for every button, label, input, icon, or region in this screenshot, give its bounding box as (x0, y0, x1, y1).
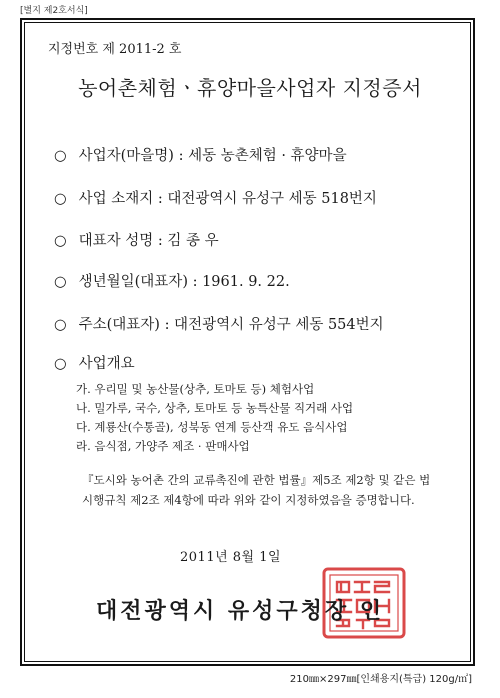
field-business-name (54, 144, 347, 165)
certificate-number: 지정번호 제 2011-2 호 (48, 42, 182, 57)
field-representative-name (54, 229, 219, 250)
list-item: 라. 음식점, 가양주 제조 · 판매사업 (76, 439, 250, 453)
business-items-list (76, 380, 353, 456)
field-text: 대표자 성명 : 김 종 우 (78, 233, 219, 249)
field-text: 생년월일(대표자) : 1961. 9. 22. (78, 274, 290, 290)
statement-line: 『도시와 농어촌 간의 교류촉진에 관한 법률』제5조 제2항 및 같은 법 (82, 473, 431, 487)
circle-bullet-icon: ○ (54, 356, 67, 372)
field-text: 사업 소재지 : 대전광역시 유성구 세동 518번지 (78, 191, 377, 207)
circle-bullet-icon: ○ (54, 317, 67, 333)
circle-bullet-icon: ○ (54, 274, 67, 290)
circle-bullet-icon: ○ (54, 191, 67, 207)
list-item: 나. 밀가루, 국수, 상추, 토마토 등 농특산물 직거래 사업 (76, 401, 354, 415)
circle-bullet-icon: ○ (54, 148, 67, 164)
field-text: 주소(대표자) : 대전광역시 유성구 세동 554번지 (78, 317, 384, 333)
field-birth-date (54, 270, 290, 291)
certification-statement (82, 470, 462, 510)
certificate-title: 농어촌체험ㆍ휴양마을사업자 지정증서 (78, 76, 422, 100)
paper-spec-note: 210㎜×297㎜[인쇄용지(특급) 120g/㎡] (289, 674, 472, 685)
issuer-signature-line: 대전광역시 유성구청장 인 (96, 599, 385, 624)
field-business-overview (54, 352, 135, 373)
list-item: 다. 계룡산(수통골), 성북동 연계 등산객 유도 음식사업 (76, 420, 348, 434)
issue-date: 2011년 8월 1일 (180, 550, 282, 565)
field-text: 사업자(마을명) : 세동 농촌체험 · 휴양마을 (78, 148, 347, 164)
statement-line: 시행규칙 제2조 제4항에 따라 위와 같이 지정하였음을 증명합니다. (82, 493, 415, 507)
form-number-label: [별지 제2호서식] (20, 6, 88, 16)
field-representative-address (54, 313, 384, 334)
list-item: 가. 우리밀 및 농산물(상추, 토마토 등) 체험사업 (76, 382, 315, 396)
field-text: 사업개요 (78, 356, 135, 372)
circle-bullet-icon: ○ (54, 233, 67, 249)
field-business-location (54, 187, 377, 208)
